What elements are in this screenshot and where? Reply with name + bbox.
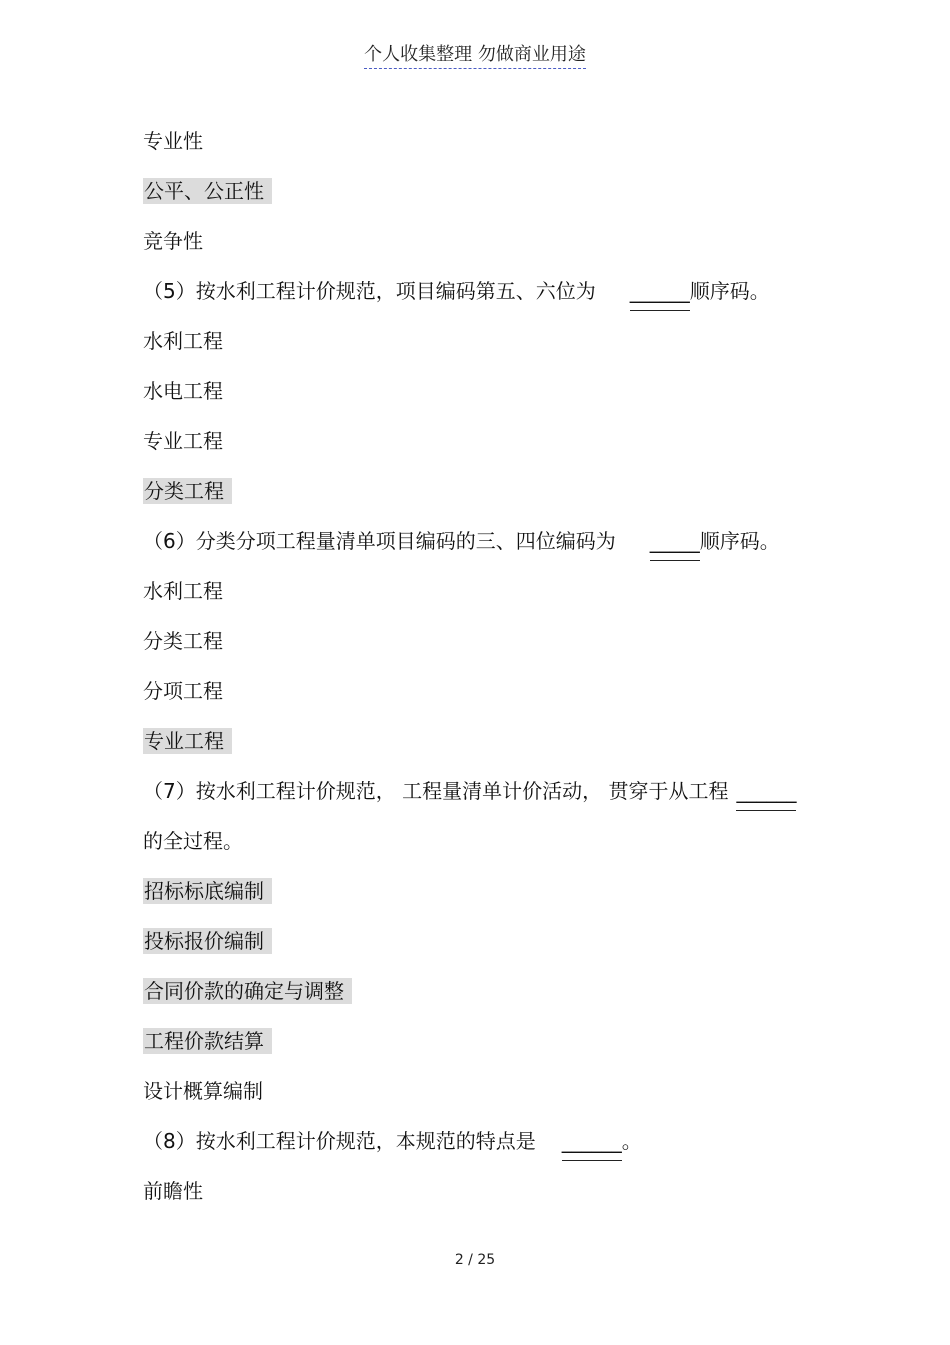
option-line-highlighted (143, 466, 863, 516)
answer-blank: ______ (562, 1116, 622, 1166)
option-text: 合同价款的确定与调整 (143, 978, 352, 1004)
option-line-highlighted (143, 716, 863, 766)
option-text: 分类工程 (143, 478, 232, 504)
option-text: 水利工程 (143, 579, 223, 603)
option-text: 公平、公正性 (143, 178, 272, 204)
question-line (143, 766, 863, 816)
document-body (143, 116, 863, 1216)
option-text: 设计概算编制 (143, 1079, 263, 1103)
option-line (143, 316, 863, 366)
option-line (143, 1166, 863, 1216)
question-line (143, 1116, 863, 1166)
option-text: 招标标底编制 (143, 878, 272, 904)
question-suffix: 顺序码。 (699, 529, 780, 553)
option-line (143, 416, 863, 466)
option-text: 工程价款结算 (143, 1028, 272, 1054)
question-text: （8）按水利工程计价规范，本规范的特点是 (143, 1129, 536, 1153)
question-continuation (143, 816, 863, 866)
option-text: 专业性 (143, 129, 203, 153)
option-text: 专业工程 (143, 429, 223, 453)
option-text: 投标报价编制 (143, 928, 272, 954)
option-text: 水利工程 (143, 329, 223, 353)
answer-blank: _____ (650, 516, 700, 566)
option-line (143, 116, 863, 166)
option-text: 竞争性 (143, 229, 203, 253)
option-line (143, 1066, 863, 1116)
option-line (143, 566, 863, 616)
question-suffix: 。 (621, 1129, 642, 1153)
page-header (0, 40, 950, 69)
header-text: 个人收集整理 勿做商业用途 (364, 40, 586, 69)
page-number-text: 2 / 25 (454, 1252, 496, 1268)
question-text: 的全过程。 (143, 829, 243, 853)
option-line (143, 616, 863, 666)
question-line (143, 266, 863, 316)
question-text: （6）分类分项工程量清单项目编码的三、四位编码为 (143, 529, 616, 553)
page-number (0, 1252, 950, 1268)
question-text: （5）按水利工程计价规范，项目编码第五、六位为 (143, 279, 596, 303)
answer-blank: ______ (630, 266, 690, 316)
option-line (143, 366, 863, 416)
option-line-highlighted (143, 866, 863, 916)
option-text: 前瞻性 (143, 1179, 203, 1203)
question-suffix: 顺序码。 (689, 279, 770, 303)
option-line-highlighted (143, 966, 863, 1016)
option-text: 水电工程 (143, 379, 223, 403)
option-line (143, 666, 863, 716)
question-text: （7）按水利工程计价规范， 工程量清单计价活动， 贯穿于从工程 (143, 779, 729, 803)
question-line (143, 516, 863, 566)
option-line (143, 216, 863, 266)
option-text: 专业工程 (143, 728, 232, 754)
option-text: 分项工程 (143, 679, 223, 703)
option-line-highlighted (143, 166, 863, 216)
option-text: 分类工程 (143, 629, 223, 653)
option-line-highlighted (143, 1016, 863, 1066)
option-line-highlighted (143, 916, 863, 966)
answer-blank: ______ (736, 766, 796, 816)
